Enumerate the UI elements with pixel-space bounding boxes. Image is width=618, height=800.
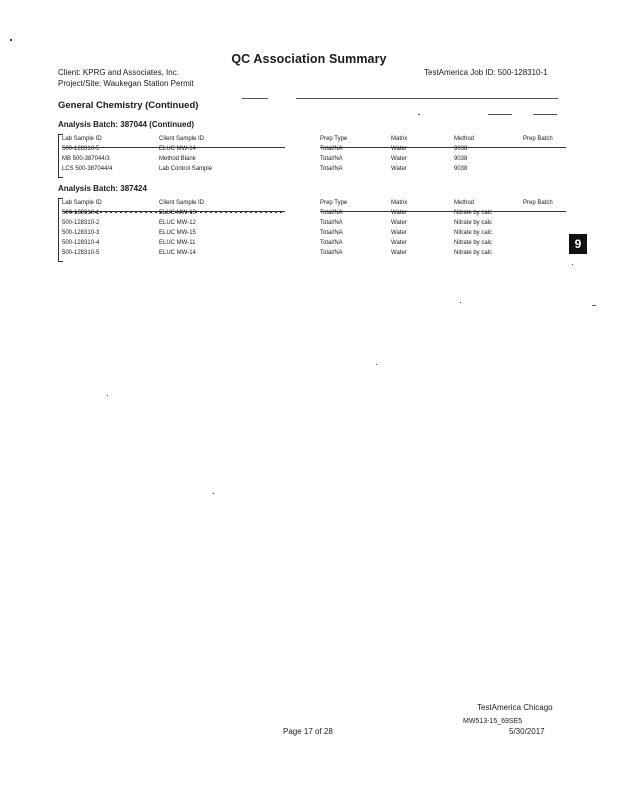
table-header xyxy=(59,136,567,146)
section-tab-marker: 9 xyxy=(569,234,587,254)
table-row: 500-128310-2 ELUC MW-12 Total/NA Water Nitrate by calc xyxy=(62,220,493,226)
report-title: QC Association Summary xyxy=(231,52,387,66)
col-client-sample-id: Client Sample ID xyxy=(159,200,205,206)
footer-doc-ref: MW513-15_69SE5 xyxy=(463,718,523,725)
job-id: TestAmerica Job ID: 500-128310-1 xyxy=(424,68,548,77)
col-matrix: Matrix xyxy=(391,200,408,206)
section-rule xyxy=(533,114,557,115)
col-matrix: Matrix xyxy=(391,136,408,142)
batch-table xyxy=(59,200,567,260)
col-lab-sample-id: Lab Sample ID xyxy=(62,200,102,206)
scan-speck xyxy=(213,493,214,494)
scan-mark xyxy=(592,305,596,306)
footer-lab-name: TestAmerica Chicago xyxy=(477,703,553,712)
client-name: Client: KPRG and Associates, Inc. xyxy=(58,68,179,77)
project-site: Project/Site: Waukegan Station Permit xyxy=(58,79,194,88)
batch-title: Analysis Batch: 387424 xyxy=(58,184,147,193)
section-rule xyxy=(488,114,512,115)
table-row: LCS 500-387044/4 Lab Control Sample Total/NA Water 9038 xyxy=(62,166,468,172)
scan-speck xyxy=(460,302,461,303)
col-lab-sample-id: Lab Sample ID xyxy=(62,136,102,142)
header-rule xyxy=(296,98,558,99)
table-row: 500-128310-3 ELUC MW-15 Total/NA Water Nitrate by calc xyxy=(62,230,493,236)
footer-page-number: Page 17 of 28 xyxy=(283,727,333,736)
col-method: Method xyxy=(454,136,475,142)
scan-speck xyxy=(572,264,573,265)
table-row: 500-128310-5 ELUC MW-14 Total/NA Water Nitrate by calc xyxy=(62,250,493,256)
col-prep-batch: Prep Batch xyxy=(523,200,553,206)
batch-title: Analysis Batch: 387044 (Continued) xyxy=(58,120,195,129)
table-header xyxy=(59,200,567,210)
scan-speck xyxy=(107,395,108,396)
col-prep-batch: Prep Batch xyxy=(523,136,553,142)
col-prep-type: Prep Type xyxy=(320,200,348,206)
col-prep-type: Prep Type xyxy=(320,136,348,142)
footer-date: 5/30/2017 xyxy=(509,727,545,736)
scan-speck xyxy=(10,39,12,41)
scan-speck xyxy=(376,364,377,365)
table-row: 500-128310-5 ELUC MW-14 Total/NA Water 9038 xyxy=(62,146,468,152)
section-title: General Chemistry (Continued) xyxy=(58,100,199,111)
table-row: 500-128310-4 ELUC MW-11 Total/NA Water Nitrate by calc xyxy=(62,240,493,246)
batch-table xyxy=(59,136,567,176)
section-rule xyxy=(418,114,420,115)
table-row: MB 500-387044/3 Method Blank Total/NA Water 9038 xyxy=(62,156,468,162)
table-row: 500-128310-1 ELUC MW-10 Total/NA Water Nitrate by calc xyxy=(62,210,493,216)
col-method: Method xyxy=(454,200,475,206)
header-rule xyxy=(242,98,268,99)
col-client-sample-id: Client Sample ID xyxy=(159,136,205,142)
